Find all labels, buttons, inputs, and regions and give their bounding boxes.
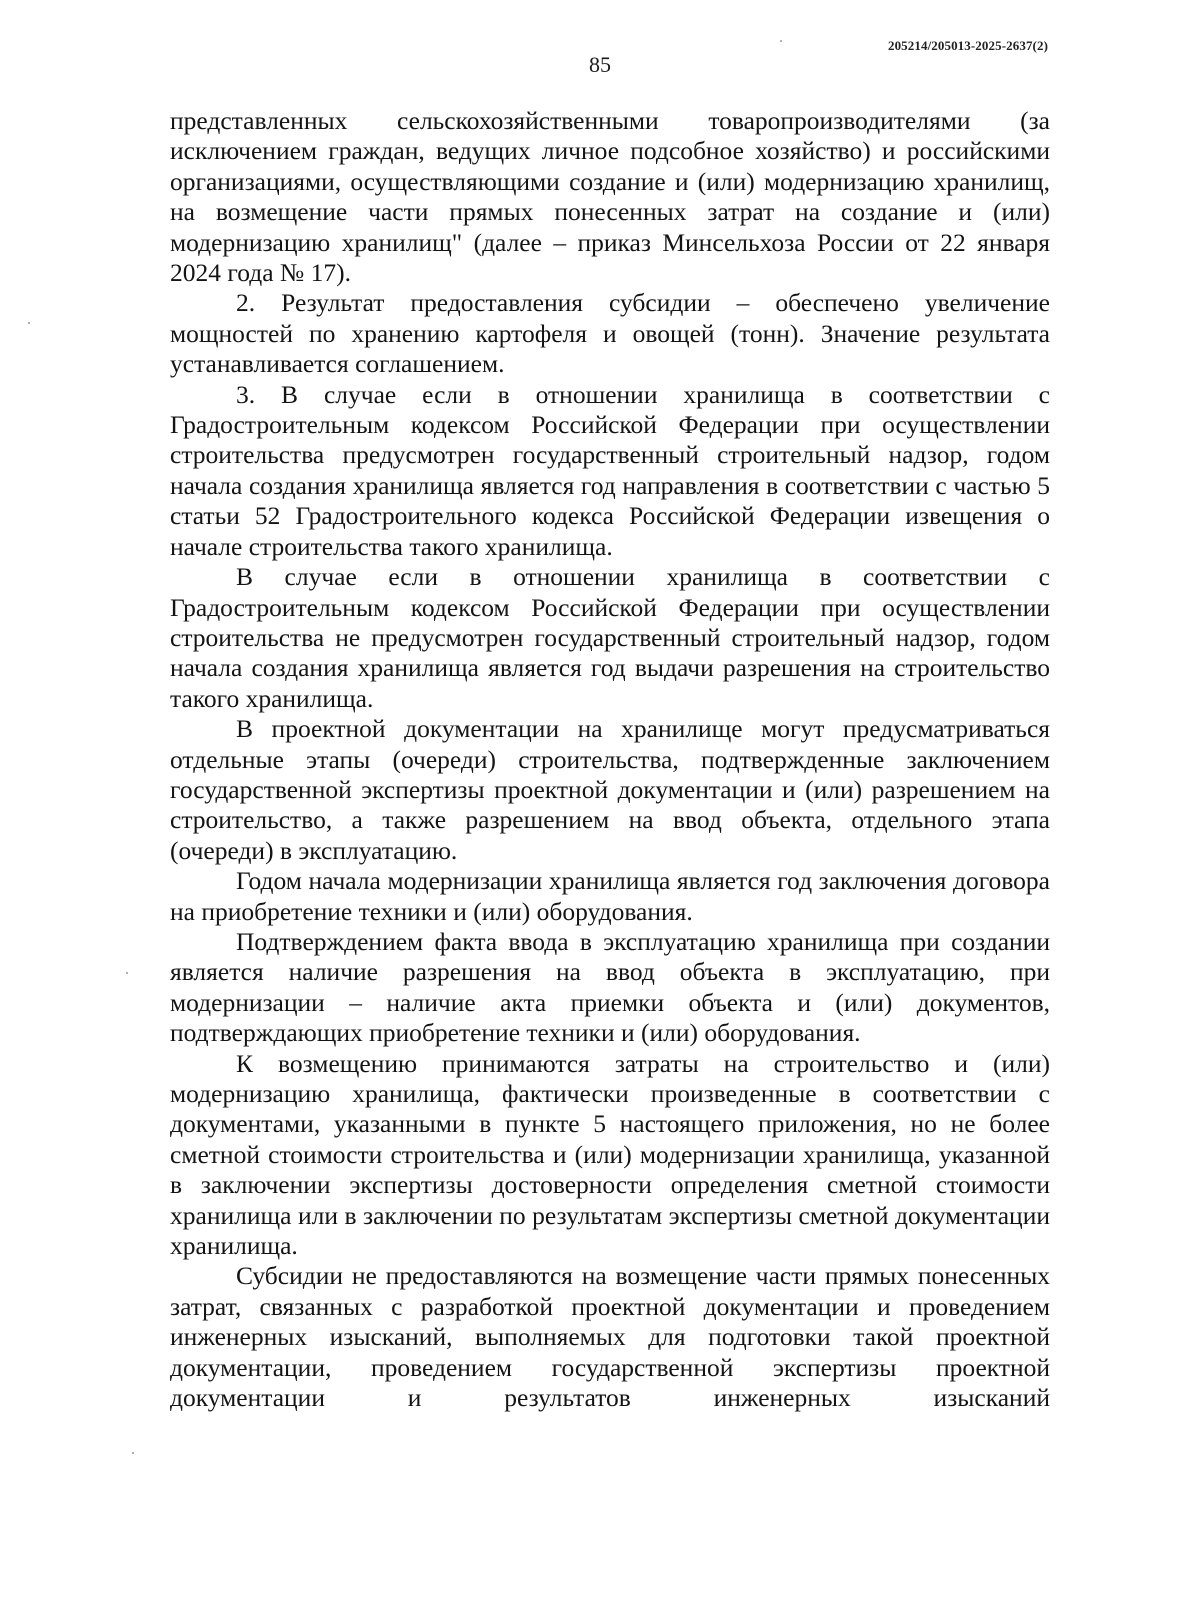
paragraph-continuation: представленных сельскохозяйственными товаропроизводителями (за исключением граждан, ведущих личное подсобное хозяйство) и российскими организациями, осуществляющими создание и (или) модернизацию хранилищ, на возмещение части прямых понесенных затрат на создание и (или) модернизацию хранилищ" (далее – приказ Минсельхоза России от 22 января 2024 года № 17). [170, 106, 1050, 288]
paragraph-modernization-year: Годом начала модернизации хранилища является год заключения договора на приобретение техники и (или) оборудования. [170, 866, 1050, 926]
paragraph-item-3-supervision: 3. В случае если в отношении хранилища в соответствии с Градостроительным кодексом Российской Федерации при осуществлении строительства предусмотрен государственный строительный надзор, годом начала создания хранилища является год направления в соответствии с частью 5 статьи 52 Градостроительного кодекса Российской Федерации извещения о начале строительства такого хранилища. [170, 379, 1050, 561]
paragraph-excluded-costs: Субсидии не предоставляются на возмещение части прямых понесенных затрат, связанных с разработкой проектной документации и проведением инженерных изысканий, выполняемых для подготовки такой проектной документации, проведением государственной экспертизы проектной документации и результатов инженерных изысканий [170, 1261, 1050, 1413]
document-id: 205214/205013-2025-2637(2) [887, 38, 1048, 53]
paragraph-reimbursable-costs: К возмещению принимаются затраты на строительство и (или) модернизацию хранилища, фактически произведенные в соответствии с документами, указанными в пункте 5 настоящего приложения, но не более сметной стоимости строительства и (или) модернизации хранилища, указанной в заключении экспертизы достоверности определения сметной стоимости хранилища или в заключении по результатам экспертизы сметной документации хранилища. [170, 1048, 1050, 1261]
document-body [170, 106, 1050, 1413]
paragraph-no-supervision: В случае если в отношении хранилища в соответствии с Градостроительным кодексом Российской Федерации при осуществлении строительства не предусмотрен государственный строительный надзор, годом начала создания хранилища является год выдачи разрешения на строительство такого хранилища. [170, 562, 1050, 713]
paragraph-commissioning-proof: Подтверждением факта ввода в эксплуатацию хранилища при создании является наличие разрешения на ввод объекта в эксплуатацию, при модернизации – наличие акта приемки объекта и (или) документов, подтверждающих приобретение техники и (или) оборудования. [170, 926, 1050, 1048]
scan-speck [132, 1452, 134, 1454]
paragraph-project-stages: В проектной документации на хранилище могут предусматриваться отдельные этапы (очереди) строительства, подтвержденные заключением государственной экспертизы проектной документации и (или) разрешением на строительство, а также разрешением на ввод объекта, отдельного этапа (очереди) в эксплуатацию. [170, 714, 1050, 865]
paragraph-item-2-result: 2. Результат предоставления субсидии – обеспечено увеличение мощностей по хранению картофеля и овощей (тонн). Значение результата устанавливается соглашением. [170, 288, 1050, 379]
scan-speck [780, 40, 782, 42]
scan-speck [126, 972, 128, 974]
scan-speck [28, 322, 30, 324]
page-number: 85 [589, 52, 611, 77]
